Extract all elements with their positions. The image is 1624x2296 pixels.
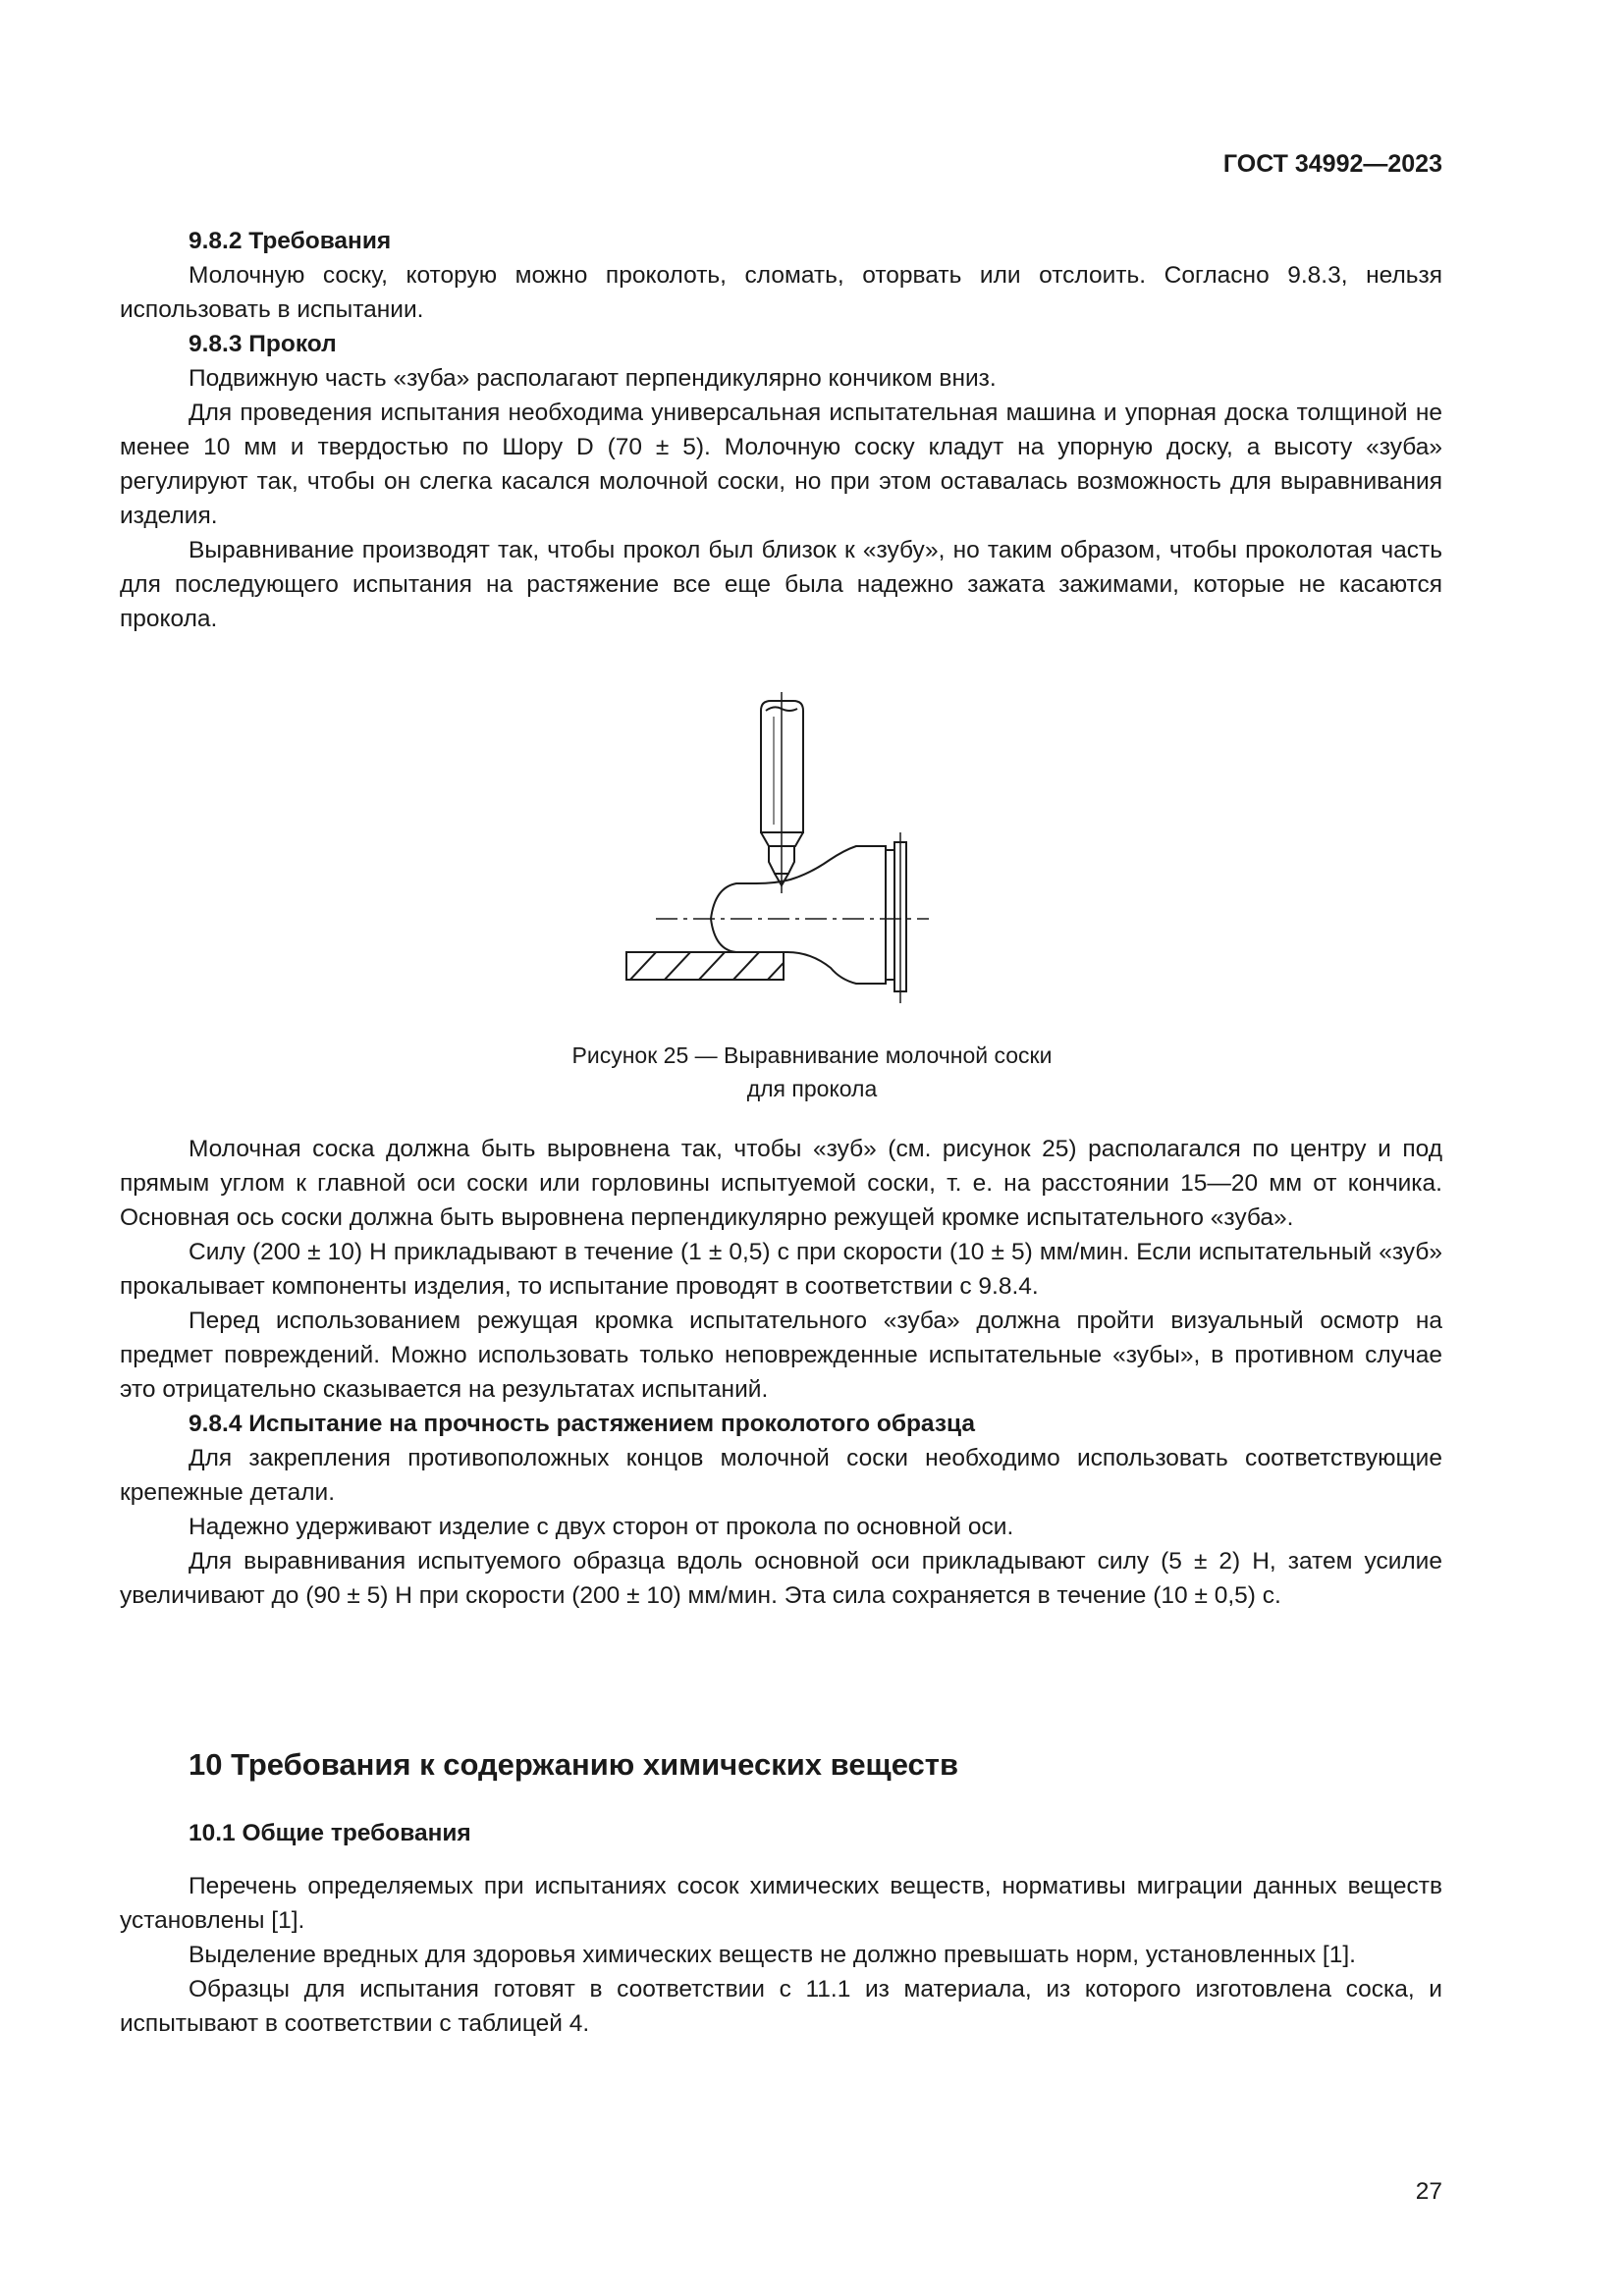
section-10-1-body — [120, 1869, 1442, 2041]
paragraph: Для выравнивания испытуемого образца вдоль основной оси прикладывают силу (5 ± 2) Н, затем усилие увеличивают до (90 ± 5) Н при скорости (200 ± 10) мм/мин. Эта сила сохраняется в течение (10 ± 0,5) с. — [120, 1548, 1442, 1609]
paragraph: Перечень определяемых при испытаниях сосок химических веществ, нормативы миграции данных веществ установлены [1]. — [120, 1873, 1442, 1934]
heading-10-1: 10.1 Общие требования — [189, 1820, 471, 1846]
paragraph: Образцы для испытания готовят в соответствии с 11.1 из материала, из которого изготовлена соска, и испытывают в соответствии с таблицей 4. — [120, 1976, 1442, 2037]
paragraph: Выравнивание производят так, чтобы прокол был близок к «зубу», но таким образом, чтобы проколотая часть для последующего испытания на растяжение все еще была надежно зажата зажимами, которые не касаются прокола. — [120, 537, 1442, 632]
heading-9-8-4: 9.8.4 Испытание на прочность растяжением проколотого образца — [189, 1411, 976, 1437]
heading-section-10: 10 Требования к содержанию химических веществ — [189, 1747, 959, 1782]
caption-line-1: Рисунок 25 — Выравнивание молочной соски — [571, 1042, 1053, 1068]
heading-9-8-2: 9.8.2 Требования — [189, 228, 392, 254]
figure-25-nipple-alignment-drawing — [609, 687, 943, 1021]
paragraph: Для закрепления противоположных концов молочной соски необходимо использовать соответствующие крепежные детали. — [120, 1445, 1442, 1506]
paragraph: Молочную соску, которую можно проколоть, сломать, оторвать или отслоить. Согласно 9.8.3, нельзя использовать в испытании. — [120, 262, 1442, 323]
caption-line-2: для прокола — [746, 1076, 878, 1101]
heading-9-8-3: 9.8.3 Прокол — [189, 331, 337, 357]
figure-caption — [365, 1039, 1259, 1105]
section-after-figure-9-8-4 — [120, 1132, 1442, 1613]
paragraph: Надежно удерживают изделие с двух сторон от прокола по основной оси. — [189, 1514, 1014, 1540]
paragraph: Молочная соска должна быть выровнена так, чтобы «зуб» (см. рисунок 25) располагался по центру и под прямым углом к главной оси соски или горловины испытуемой соски, т. е. на расстоянии 15—20 мм от кончика. Основная ось соски должна быть выровнена перпендикулярно режущей кромке испытательного «зуба». — [120, 1136, 1442, 1231]
paragraph: Выделение вредных для здоровья химических веществ не должно превышать норм, установленных [1]. — [189, 1942, 1356, 1968]
section-9-8-2-9-8-3 — [120, 224, 1442, 636]
paragraph: Перед использованием режущая кромка испытательного «зуба» должна пройти визуальный осмотр на предмет повреждений. Можно использовать только неповрежденные испытательные «зубы», в противном случае это отрицательно сказывается на результатах испытаний. — [120, 1308, 1442, 1403]
document-header: ГОСТ 34992—2023 — [1222, 150, 1442, 178]
paragraph: Силу (200 ± 10) Н прикладывают в течение (1 ± 0,5) с при скорости (10 ± 5) мм/мин. Если испытательный «зуб» прокалывает компоненты изделия, то испытание проводят в соответствии с 9.8.4. — [120, 1239, 1442, 1300]
page-number: 27 — [1415, 2178, 1442, 2205]
paragraph: Подвижную часть «зуба» располагают перпендикулярно кончиком вниз. — [189, 365, 997, 392]
paragraph: Для проведения испытания необходима универсальная испытательная машина и упорная доска толщиной не менее 10 мм и твердостью по Шору D (70 ± 5). Молочную соску кладут на упорную доску, а высоту «зуба» регулируют так, чтобы он слегка касался молочной соски, но при этом оставалась возможность для выравнивания изделия. — [120, 400, 1442, 529]
